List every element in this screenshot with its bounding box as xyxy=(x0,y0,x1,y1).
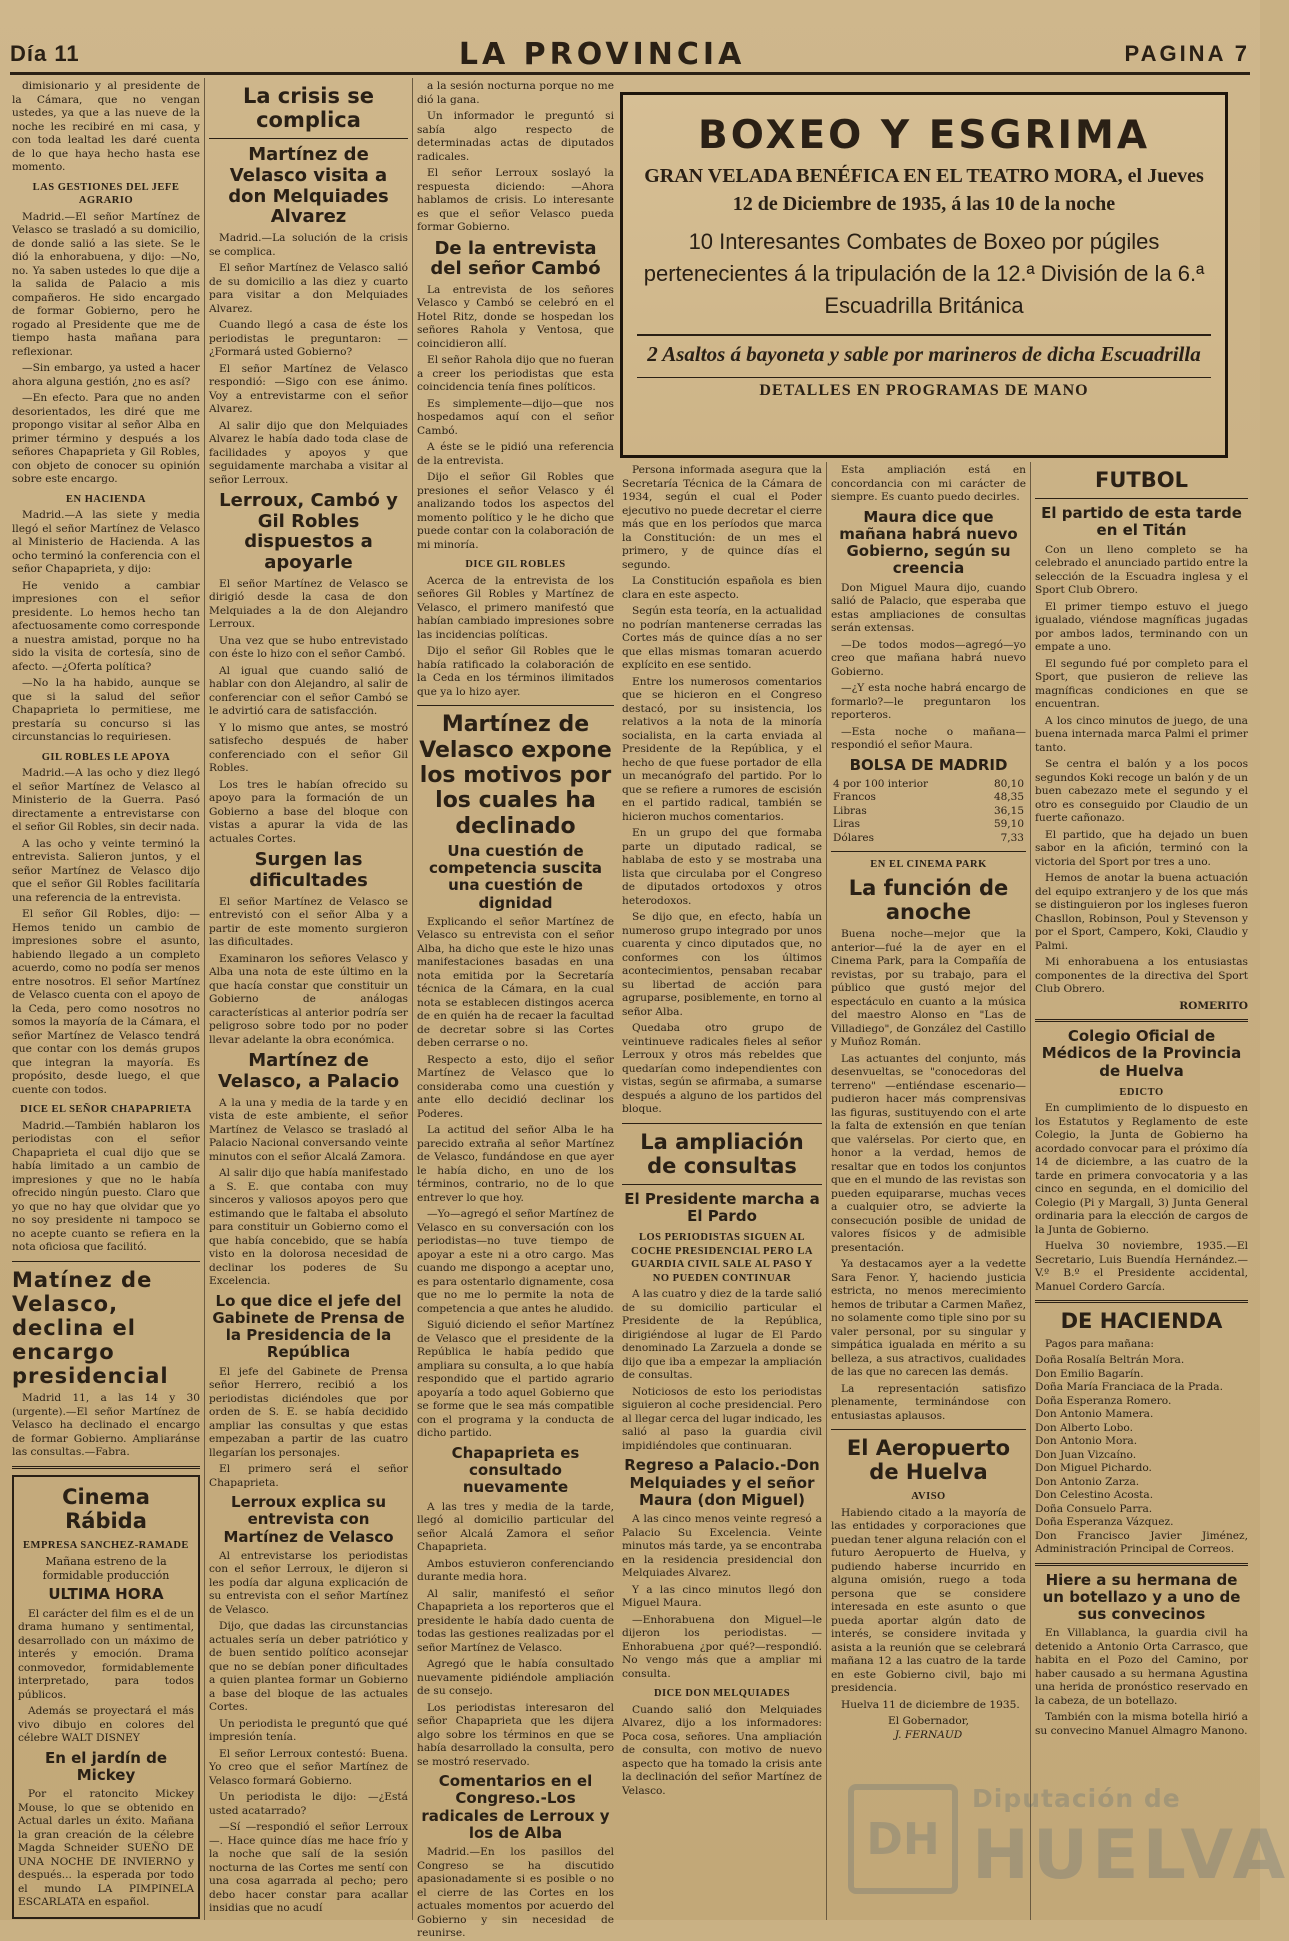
article-text: Las actuantes del conjunto, más desenvueltas, se "conocedoras del terreno" —entiéndase escenario— pudieron hacer más comprensivas las figuras, sustituyendo con el arte la falta de extensión en que tenían que valérselas. Por cierto que, en honor a la verdad, hemos de resaltar que en todos los conjuntos que en el mundo de las revistas son pueden equipararse, muchas veces a cualquier otro, se advierte la consecución posible de unidad de valores físicos y de admisible presentación. xyxy=(831,1052,1026,1254)
article-text: El segundo fué por completo para el Sport, que pusieron de relieve las magníficas condiciones en que se encuentran. xyxy=(1035,657,1248,711)
article-text: —Esta noche o mañana—respondió el señor Maura. xyxy=(831,725,1026,751)
headline: Colegio Oficial de Médicos de la Provincia de Huelva xyxy=(1041,1027,1242,1080)
article-text: En cumplimiento de lo dispuesto en los Estatutos y Reglamento de este Colegio, la Junta de Gobierno ha acordado convocar para el próximo día 14 de diciembre, a las cuatro de la tarde en primera convocatoria y a las cinco en segunda, en el domicilio del Colegio (Pi y Margall, 3) Junta General ordinaria para la elección de cargos de la Junta de Gobierno. xyxy=(1035,1102,1248,1236)
article-text: El primero será el señor Chapaprieta. xyxy=(209,1463,408,1489)
list-item: Don Antonio Mora. xyxy=(1035,1435,1138,1448)
article-text: Dijo el señor Gil Robles que le había ratificado la colaboración de la Ceda en los términos ilimitados que ya lo hizo ayer. xyxy=(417,645,614,698)
divider xyxy=(1035,1300,1248,1303)
headline: La ampliación de consultas xyxy=(640,1129,804,1178)
article-text: Cuando salió don Melquiades Alvarez, dijo a los informadores: Poca cosa, señores. Una ampliación de consulta, con motivo de nuevo aspecto que ha tomado la crisis ante la declinación del señor Martínez de Velasco. xyxy=(622,1703,822,1797)
article-text: Pagos para mañana: xyxy=(1045,1337,1154,1350)
bolsa-table xyxy=(831,778,1026,846)
divider xyxy=(1035,498,1248,499)
article-text: Explicando el señor Martínez de Velasco su entrevista con el señor Alba, ha dicho que este le hizo unas manifestaciones basadas en una nota emitida por la Secretaría técnica de la Cámara, en la cual nota se establecen distingos acerca de en quién ha de recaer la facultad de decretar sobre si las Cortes deben cerrarse o no. xyxy=(417,915,614,1050)
article-text: El señor Martínez de Velasco respondió: —Sigo con ese ánimo. Voy a entrevistarme con el señor Alvarez. xyxy=(209,362,408,416)
divider xyxy=(209,138,408,139)
article-text: —¿Y esta noche habrá encargo de formarlo?—le preguntaron los reporteros. xyxy=(831,682,1026,721)
article-text: A las ocho y veinte terminó la entrevista. Salieron juntos, y el señor Martínez de Velasco dijo que el señor Gil Robles facilitaría una referencia de la entrevista. xyxy=(12,837,200,904)
article-text: Madrid.—La solución de la crisis se complica. xyxy=(209,232,408,258)
article-text: Un informador le preguntó si sabía algo respecto de determinadas actas de diputados radicales. xyxy=(417,110,614,163)
article-text: El señor Lerroux soslayó la respuesta diciendo: —Ahora hablamos de crisis. Lo interesante es que el señor Velasco pueda formar Gobierno. xyxy=(417,167,614,233)
payments-list xyxy=(1035,1354,1248,1557)
article-text: La actitud del señor Alba le ha parecido extraña al señor Martínez de Velasco, fundándose en que ayer le había dicho, en uno de los términos, contrario, no de lo que entrever lo que hoy. xyxy=(417,1124,614,1204)
article-text: Entre los numerosos comentarios que se hicieron en el Congreso destacó, por su insistencia, los relativos a la nota de la minoría socialista, en la carta enviada al Presidente de la República, y el hecho de que fuese portador de ella un mecanógrafo del partido. Por lo que se refiere a rumores de escisión en el partido radical, también se hicieron muchos comentarios. xyxy=(622,675,822,823)
divider xyxy=(1035,1019,1248,1022)
signature-title: El Gobernador, xyxy=(887,1715,969,1728)
article-text: La entrevista de los señores Velasco y Cambó se celebró en el Hotel Ritz, donde se hospedan los señores Rahola y Ventosa, que coincidieron allí. xyxy=(417,283,614,350)
ad-company: EMPRESA SANCHEZ-RAMADE xyxy=(23,1539,189,1551)
list-item: Doña Esperanza Romero. xyxy=(1035,1394,1172,1407)
headline: Martínez de Velasco expone los motivos por los cuales ha declinado xyxy=(419,712,612,839)
article-text: Dijo el señor Gil Robles que presiones el señor Velasco y él analizando todos los aspectos del momento político y le he dicho que puede contar con la colaboración de mi minoría. xyxy=(417,471,614,551)
boxeo-esgrima-ad xyxy=(620,92,1228,458)
list-item: Don Alberto Lobo. xyxy=(1035,1421,1133,1434)
list-item: Doña Esperanza Vázquez. xyxy=(1035,1516,1174,1529)
column-2 xyxy=(204,78,412,1920)
article-text: A las cinco menos veinte regresó a Palacio Su Excelencia. Veinte minutos más tarde, ya se encontraba en la residencia presidencial don Melquiades Alvarez. xyxy=(622,1513,822,1580)
bolsa-label: Francos xyxy=(833,791,876,804)
article-text: Don Miguel Maura dijo, cuando salió de Palacio, que esperaba que estas ampliaciones de consultas serán extensas. xyxy=(831,581,1026,634)
section-subheading: EDICTO xyxy=(1119,1086,1164,1098)
section-subheading: LAS GESTIONES DEL JEFE AGRARIO xyxy=(32,181,180,206)
column-4 xyxy=(618,462,826,1920)
section-title: FUTBOL xyxy=(1095,468,1188,492)
article-text: La Constitución española es bien clara en este aspecto. xyxy=(622,575,822,601)
article-text: Siguió diciendo el señor Martínez de Velasco que el presidente de la República le había pedido que ampliara su consulta, a lo que había respondido que el partido agrario apoyaría a todo aquel Gobierno que se forme que le sea más compatible con el programa y la conducta de dicho partido. xyxy=(417,1319,614,1440)
bolsa-value: 48,35 xyxy=(993,791,1024,804)
article-text: —En efecto. Para que no anden desorientados, les diré que me propongo visitar al señor Alba en primer término y después a los señores Chapaprieta y Gil Robles, con objeto de conocer su opinión sobre este encargo. xyxy=(12,392,200,485)
headline: Matínez de Velasco, declina el encargo presidencial xyxy=(12,1267,169,1389)
headline: Surgen las dificultades xyxy=(249,849,368,891)
headline: DE HACIENDA xyxy=(1060,1309,1223,1334)
headline: Hiere a su hermana de un botellazo y a uno de sus convecinos xyxy=(1042,1570,1241,1624)
article-text: Al entrevistarse los periodistas con el señor Lerroux, le dijeron si les podía dar alguna explicación de su entrevista con el señor Martínez de Velasco. xyxy=(209,1549,408,1616)
bolsa-label: Liras xyxy=(833,818,860,831)
headline: Chapaprieta es consultado nuevamente xyxy=(451,1443,580,1497)
article-text: El señor Martínez de Velasco se entrevistó con el señor Alba y a partir de este momento surgieron las dificultades. xyxy=(209,895,408,949)
watermark-line-2: HUELVA xyxy=(972,1816,1289,1895)
divider xyxy=(831,851,1026,852)
list-item: Don Antonio Mamera. xyxy=(1035,1408,1154,1421)
headline: Comentarios en el Congreso.-Los radicales de Lerroux y los de Alba xyxy=(421,1772,610,1842)
ad-event-details: GRAN VELADA BENÉFICA EN EL TEATRO MORA, el Jueves 12 de Diciembre de 1935, á las 10 de la noche xyxy=(644,165,1204,215)
article-text: El partido, que ha dejado un buen sabor en la afición, terminó con la victoria del Sport por tres a uno. xyxy=(1035,828,1248,868)
article-text: Y lo mismo que antes, se mostró satisfecho después de haber conferenciado con el señor Gil Robles. xyxy=(209,721,408,775)
article-text: Madrid.—A las siete y media llegó el señor Martínez de Velasco al Ministerio de Hacienda. A las ocho terminó la conferencia con el señor Chapaprieta, y dijo: xyxy=(12,509,200,575)
article-text: Cuando llegó a casa de éste los periodistas le preguntaron: —¿Formará usted Gobierno? xyxy=(209,319,408,359)
bolsa-title: BOLSA DE MADRID xyxy=(849,755,1008,774)
list-item: Doña María Franciaca de la Prada. xyxy=(1035,1381,1223,1394)
ad-footer: DETALLES EN PROGRAMAS DE MANO xyxy=(637,377,1211,400)
ad-text: El carácter del film es el de un drama humano y sentimental, desarrollado con un máximo de interés y emoción. Drama conmovedor, formidablemente interpretado, para todos públicos. xyxy=(18,1607,194,1701)
diputacion-huelva-watermark xyxy=(848,1772,1289,1902)
article-text: Madrid.—El señor Martínez de Velasco se trasladó a su domicilio, de donde salió a las siete. Se le dió la enhorabuena, y dijo: —No, no. Ya saben ustedes lo que dije a la salida de Palacio a mis compañeros. He sido encargado de formar Gobierno, pero he rogado al Presidente que me de tiempo hasta mañana para reflexionar. xyxy=(12,210,200,358)
article-text: Al salir dijo que había manifestado a S. E. que contaba con muy sinceros y valiosos apoyos pero que estimando que le faltaba el absoluto para constituir un Gobierno como el que había concebido, que se había visto en la dolorosa necesidad de declinar los poderes de Su Excelencia. xyxy=(209,1167,408,1288)
divider xyxy=(622,1123,822,1124)
article-text: Los tres le habían ofrecido su apoyo para la formación de un Gobierno a base del bloque con vistas a apurar la vida de las actuales Cortes. xyxy=(209,778,408,845)
article-text: Una vez que se hubo entrevistado con éste lo hizo con el señor Cambó. xyxy=(209,634,408,661)
ad-asaltos: 2 Asaltos á bayoneta y sable por marineros de dicha Escuadrilla xyxy=(637,334,1211,367)
article-text: A los cinco minutos de juego, de una buena internada marca Palmi el primer tanto. xyxy=(1035,714,1248,754)
list-item: Don Emilio Bagarín. xyxy=(1035,1367,1144,1380)
section-subheading: AVISO xyxy=(911,1491,946,1503)
bolsa-value: 59,10 xyxy=(993,818,1024,831)
bolsa-value: 7,33 xyxy=(1000,831,1024,844)
article-text: Huelva 30 noviembre, 1935.—El Secretario, Luis Buendía Hernández.—V.º B.º el Presidente accidental, Manuel Cordero García. xyxy=(1035,1240,1248,1293)
article-text: Madrid.—También hablaron los periodistas con el señor Chapaprieta el cual dijo que se había limitado a un cambio de impresiones y que no le había ofrecido ningún puesto. Claro que yo que no hay que olvidar que yo no soy presidente ni tampoco se no acepte cuanto se refiera en la nota oficiosa que facilitó. xyxy=(12,1119,200,1253)
signature: ROMERITO xyxy=(1179,999,1248,1012)
article-text: Al salir dijo que don Melquiades Alvarez le había dado toda clase de facilidades y apoyos y que seguidamente marchaba a visitar al señor Lerroux. xyxy=(209,419,408,486)
article-text: A las cuatro y diez de la tarde salió de su domicilio particular el Presidente de la República, dirigiéndose al lugar de El Pardo denominado La Zarzuela a donde se dijo que iba a empezar la ampliación de consultas. xyxy=(622,1288,822,1382)
headline: La función de anoche xyxy=(848,875,1009,924)
list-item: Don Juan Vizcaíno. xyxy=(1035,1448,1137,1461)
ad-film-title: ULTIMA HORA xyxy=(48,1585,164,1604)
article-text: También con la misma botella hirió a su convecino Manuel Almagro Manono. xyxy=(1035,1711,1248,1737)
ad-title: Cinema Rábida xyxy=(62,1484,150,1533)
article-text: Agregó que le había consultado nuevamente pidiéndole ampliación de su consejo. xyxy=(417,1658,614,1698)
article-text: —Sí —respondió el señor Lerroux—. Hace quince días me hace frío y la noche que salí de la sesión nocturna de las Cortes me sentí con una cosa agarrada al pecho; pero debo hacer constar para acallar insidias que no acudí xyxy=(209,1821,408,1915)
article-text: Huelva 11 de diciembre de 1935. xyxy=(841,1698,1020,1711)
list-item: Don Celestino Acosta. xyxy=(1035,1489,1154,1502)
watermark-line-1: Diputación de xyxy=(972,1784,1181,1813)
article-text: Persona informada asegura que la Secretaría Técnica de la Cámara de 1934, según el cual el Poder ejecutivo no puede decretar el cierre más que en los períodos que marca la Constitución: de un mes el primero, y de quince días el segundo. xyxy=(622,464,822,571)
article-text: En un grupo del que formaba parte un diputado radical, se hablaba de esto y se mostraba una lista que circulaba por el Congreso de diputados ortodoxos y otros heterodoxos. xyxy=(622,827,822,907)
headline: La crisis se complica xyxy=(242,84,375,133)
article-text: a la sesión nocturna porque no me dió la gana. xyxy=(417,80,614,106)
bolsa-de-madrid xyxy=(831,757,1026,846)
article-text: Hemos de anotar la buena actuación del equipo extranjero y de los que más se distinguieron por los ingleses fueron Chasllon, Robinson, Poul y Stevenson y por el Sport, Campero, Koki, Claudio y Palmi. xyxy=(1035,872,1248,952)
divider xyxy=(1035,1563,1248,1566)
article-text: Con un lleno completo se ha celebrado el anunciado partido entre la selección de la Escuadra inglesa y el Sport Club Obrero. xyxy=(1035,543,1248,597)
article-text: Ya destacamos ayer a la vedette Sara Fenor. Y, haciendo justicia estricta, no menos merecimiento hemos de tributar a Carmen Mañez, no solamente como tiple sino por su valer personal, por su singular y simpática igualada en mérito a su belleza, a sus atractivos, cualidades de las que no carecen las demás. xyxy=(831,1258,1026,1379)
ad-description: 10 Interesantes Combates de Boxeo por púgiles pertenecientes á la tripulación de la 12.ª División de la 6.ª Escuadrilla Británica xyxy=(643,229,1205,318)
article-text: El primer tiempo estuvo el juego igualado, viéndose magníficas jugadas por ambos lados, terminando con un empate a uno. xyxy=(1035,600,1248,654)
article-text: Mi enhorabuena a los entusiastas componentes de la directiva del Sport Club Obrero. xyxy=(1035,956,1248,996)
article-text: —Sin embargo, ya usted a hacer ahora alguna gestión, ¿no es así? xyxy=(12,362,200,388)
headline: Lerroux, Cambó y Gil Robles dispuestos a apoyarle xyxy=(219,490,398,574)
headline: Lo que dice el jefe del Gabinete de Prensa de la Presidencia de la República xyxy=(212,1291,405,1362)
article-text: He venido a cambiar impresiones con el señor presidente. Lo hemos hecho tan afectuosamente como corresponde a nuestra amistad, porque no ha sido la visita de cortesía, sino de afecto. —¿Oferta política? xyxy=(12,579,200,673)
watermark-logo-icon: DH xyxy=(848,1784,958,1894)
article-text: El señor Rahola dijo que no fueran a creer los periodistas que esta coincidencia tenía fines políticos. xyxy=(417,354,614,394)
list-item: Doña Rosalía Beltrán Mora. xyxy=(1035,1354,1185,1367)
article-text: Se centra el balón y a los pocos segundos Koki recoge un balón y de un buen cabezazo mete el segundo y el otro es conseguido por Claudio de un fuerte cañonazo. xyxy=(1035,758,1248,825)
article-text: El jefe del Gabinete de Prensa señor Herrero, recibió a los periodistas diciéndoles que por orden de S. E. se había decidido ampliar las consultas y que estas empezaban a partir de las cuatro llegarían los personajes. xyxy=(209,1365,408,1459)
article-text: Es simplemente—dijo—que nos hospedamos aquí con el señor Cambó. xyxy=(417,397,614,437)
column-3 xyxy=(412,78,618,1940)
column-6 xyxy=(1030,462,1252,1920)
article-text: —Enhorabuena don Miguel—le dijeron los periodistas. —Enhorabuena ¿por qué?—respondió. No vengo más que a ampliar mi consulta. xyxy=(622,1613,822,1680)
article-text: El señor Lerroux contestó: Buena. Yo creo que el señor Martínez de Velasco formará Gobierno. xyxy=(209,1747,408,1787)
column-5 xyxy=(826,462,1030,1920)
article-text: El señor Martínez de Velasco se dirigió desde la casa de don Melquiades a la de don Alejandro Lerroux. xyxy=(209,577,408,631)
section-subheading: DICE DON MELQUIADES xyxy=(653,1688,791,1700)
bolsa-label: 4 por 100 interior xyxy=(833,777,929,790)
column-1 xyxy=(8,78,204,1920)
bolsa-label: Dólares xyxy=(833,831,874,844)
cinema-rabida-ad xyxy=(12,1475,200,1919)
article-text: Acerca de la entrevista de los señores Gil Robles y Martínez de Velasco, el primero manifestó que habían cambiado impresiones sobre las incidencias políticas. xyxy=(417,574,614,641)
divider xyxy=(831,1429,1026,1430)
ad-title: BOXEO Y ESGRIMA xyxy=(697,113,1151,158)
section-subheading: EN EL CINEMA PARK xyxy=(870,859,987,871)
article-text: Esta ampliación está en concordancia con mi carácter de siempre. Es cuanto puedo decirles. xyxy=(831,464,1026,503)
signature-name: J. FERNAUD xyxy=(894,1728,963,1741)
section-subheading: EN HACIENDA xyxy=(66,493,146,505)
bolsa-value: 80,10 xyxy=(993,777,1024,790)
article-text: Noticiosos de esto los periodistas siguieron al coche presidencial. Pero al llegar cerca del lugar indicado, les salió al paso la guardia civil impidiéndoles que continuaran. xyxy=(622,1385,822,1452)
article-text: A las tres y media de la tarde, llegó al domicilio particular del señor Alcalá Zamora el señor Chapaprieta. xyxy=(417,1500,614,1554)
headline: De la entrevista del señor Cambó xyxy=(430,237,601,280)
article-text: Madrid.—En los pasillos del Congreso se ha discutido apasionadamente si es posible o no el cierre de las Cortes en los actuales momentos por acuerdo del Gobierno y sin necesidad de reunirse. xyxy=(417,1846,614,1940)
table-row xyxy=(831,805,1026,819)
section-subheading: DICE GIL ROBLES xyxy=(465,559,566,571)
article-text: Al igual que cuando salió de hablar con don Alejandro, al salir de conferenciar con el señor Cambó se le advirtió cara de satisfacción. xyxy=(209,664,408,718)
masthead xyxy=(10,36,1250,75)
article-text: Se dijo que, en efecto, había un numeroso grupo integrado por unos cuarenta y cinco diputados que, no conformes con los últimos acontecimientos, pensaban recabar su libertad de acción para agruparse, posiblemente, en torno al señor Alba. xyxy=(622,911,822,1018)
article-text: Los periodistas interesaron del señor Chapaprieta que les dijera algo sobre los términos en que se había desarrollado la consulta, pero se mostró reservado. xyxy=(417,1701,614,1768)
headline: Martínez de Velasco, a Palacio xyxy=(217,1050,400,1092)
article-text: Respecto a esto, dijo el señor Martínez de Velasco que lo consideraba como una cuestión y ante ello decidió declinar los Poderes. xyxy=(417,1053,614,1120)
ad-premiere: Mañana estreno de la formidable producción xyxy=(42,1555,170,1582)
headline: El partido de esta tarde en el Titán xyxy=(1041,504,1242,540)
section-subheading: GIL ROBLES LE APOYA xyxy=(41,751,171,763)
divider xyxy=(12,1466,200,1469)
divider xyxy=(12,1261,200,1262)
article-text: Un periodista le preguntó que qué impresión tenía. xyxy=(209,1717,408,1744)
divider xyxy=(622,1184,822,1185)
article-text: Ambos estuvieron conferenciando durante media hora. xyxy=(417,1557,614,1584)
list-item: Don Antonio Zarza. xyxy=(1035,1475,1140,1488)
article-text: dimisionario y al presidente de la Cámara, que no vengan ustedes, ya que a las nueve de la noche les recibiré en mi casa, y con toda lealtad les daré cuenta de lo que haya hecho hasta ese momento. xyxy=(12,80,200,173)
section-subheading: DICE EL SEÑOR CHAPAPRIETA xyxy=(20,1104,192,1115)
article-text: Examinaron los señores Velasco y Alba una nota de este último en la que hacía constar que constituir un Gobierno de análogas características al anterior podría ser peligroso sobre todo por no poder llevar adelante la obra económica. xyxy=(209,952,408,1046)
bolsa-label: Libras xyxy=(833,804,867,817)
article-text: Al salir, manifestó el señor Chapaprieta a los reporteros que el presidente le había dado cuenta de todas las gestiones realizadas por el señor Martínez de Velasco. xyxy=(417,1587,614,1654)
article-text: Madrid.—A las ocho y diez llegó el señor Martínez de Velasco al Ministerio de la Guerra. Pasó directamente a entrevistarse con el señor Gil Robles, sin decir nada. xyxy=(12,767,200,833)
article-text: —De todos modos—agregó—yo creo que mañana habrá nuevo Gobierno. xyxy=(831,638,1026,678)
masthead-day: Día 11 xyxy=(10,41,80,66)
list-item: Don Miguel Pichardo. xyxy=(1035,1462,1152,1475)
article-text: La representación satisfizo plenamente, terminándose con entusiastas aplausos. xyxy=(831,1382,1026,1422)
divider xyxy=(417,705,614,706)
article-text: Buena noche—mejor que la anterior—fué la de ayer en el Cinema Park, para la Compañía de revistas, por su trabajo, para el público que gustó mejor del espectáculo en cuanto a la música del maestro Alonso en "Las de Villadiego", de González del Castillo y Muñoz Román. xyxy=(831,928,1026,1049)
article-text: —No la ha habido, aunque se que si la salud del señor Chapaprieta lo permitiese, me prestaría su concurso si las circunstancias lo requiriesen. xyxy=(12,677,200,743)
article-text: El señor Martínez de Velasco salió de su domicilio a las diez y cuarto para visitar a don Melquiades Alvarez. xyxy=(209,262,408,315)
article-text: Según esta teoría, en la actualidad no podrían mantenerse cerradas las Cortes más de quince días a no ser que ellas mismas tomaran acuerdo explícito en ese sentido. xyxy=(622,605,822,671)
masthead-page: PAGINA 7 xyxy=(1124,41,1250,66)
headline: Una cuestión de competencia suscita una cuestión de dignidad xyxy=(429,841,602,912)
article-text: Madrid 11, a las 14 y 30 (urgente).—El señor Martínez de Velasco ha declinado el encargo de formar Gobierno. Ampliaránse las consultas.—Fabra. xyxy=(12,1392,200,1459)
article-text: Habiendo citado a la mayoría de las entidades y corporaciones que puedan tener alguna relación con el futuro Aeropuerto de Huelva, y pudiendo haberse incurrido en alguna omisión, ruego a toda persona que se considere interesada en este asunto o que pueda aportar algún dato de interés, se considere invitada y asista a la reunión que se celebrará mañana 12 a las cuatro de la tarde en este Gobierno civil, bajo mi presidencia. xyxy=(831,1506,1026,1695)
article-text: Quedaba otro grupo de veintinueve radicales fieles al señor Lerroux y otros más rebeldes que quedarían como independientes con vistas, según se afirmaba, a sumarse después a alguno de los partidos del bloque. xyxy=(622,1022,822,1115)
article-text: A la una y media de la tarde y en vista de este ambiente, el señor Martínez de Velasco se trasladó al Palacio Nacional conversando veinte minutos con el señor Alcalá Zamora. xyxy=(209,1096,408,1163)
table-row xyxy=(831,778,1026,792)
article-text: En Villablanca, la guardia civil ha detenido a Antonio Orta Carrasco, que habita en el Pozo del Camino, por haber causado a su hermana Agustina una herida de pronóstico reservado en la cabeza, de un botellazo. xyxy=(1035,1627,1248,1707)
table-row xyxy=(831,791,1026,805)
headline: El Aeropuerto de Huelva xyxy=(846,1436,1011,1485)
section-subheading: LOS PERIODISTAS SIGUEN AL COCHE PRESIDENCIAL PERO LA GUARDIA CIVIL SALE AL PASO Y NO PUEDEN CONTINUAR xyxy=(631,1232,813,1284)
ad-text: Además se proyectará el más vivo dibujo en colores del célebre WALT DISNEY xyxy=(18,1705,194,1745)
headline: Lerroux explica su entrevista con Martínez de Velasco xyxy=(223,1493,394,1546)
headline: El Presidente marcha a El Pardo xyxy=(624,1189,820,1226)
masthead-title: LA PROVINCIA xyxy=(458,36,746,72)
article-text: Y a las cinco minutos llegó don Miguel Maura. xyxy=(622,1583,822,1610)
article-text: —Yo—agregó el señor Martínez de Velasco en su conversación con los periodistas—no tuve tiempo de apoyar a este ni a otro cargo. Mas cuando me dispongo a aceptar uno, es para ostentarlo dignamente, cosa que no me lo permite la nota de competencia a que antes he aludido. xyxy=(417,1208,614,1315)
article-text: El señor Gil Robles, dijo: —Hemos tenido un cambio de impresiones sobre el asunto, habiendo llegado a un completo acuerdo, como no podía ser menos entre nosotros. El señor Martínez de Velasco cuenta con el apoyo de la Ceda, pero como nosotros no somos la mayoría de la Cámara, el señor Martínez de Velasco tendrá que contar con los demás grupos que integran la mayoría. Es propósito, desde luego, el que cuente con todos. xyxy=(12,908,200,1096)
table-row xyxy=(831,832,1026,846)
ad-text: Por el ratoncito Mickey Mouse, lo que se obtenido en Actual darles un éxito. Mañana la gran creación de la célebre Magda Schneider SUEÑO DE UNA NOCHE DE INVIERNO y después... la esperada por todo el mundo LA PIMPINELA ESCARLATA en español. xyxy=(18,1788,194,1909)
headline: Martínez de Velasco visita a don Melquiades Alvarez xyxy=(228,144,389,228)
table-row xyxy=(831,818,1026,832)
article-text: Un periodista le dijo: —¿Está usted acatarrado? xyxy=(209,1791,408,1817)
ad-cartoon-title: En el jardín de Mickey xyxy=(44,1748,168,1784)
headline: Maura dice que mañana habrá nuevo Gobierno, según su creencia xyxy=(839,507,1018,578)
list-item: Don Francisco Javier Jiménez, Administración Principal de Correos. xyxy=(1035,1529,1248,1556)
bolsa-value: 36,15 xyxy=(993,804,1024,817)
article-text: Dijo, que dadas las circunstancias actuales sería un deber patriótico y de buen sentido político aconsejar que no se debían poner dificultades a quien plantea formar un Gobierno a base del bloque de las actuales Cortes. xyxy=(209,1620,408,1714)
headline: Regreso a Palacio.-Don Melquiades y el señor Maura (don Miguel) xyxy=(624,1456,820,1509)
list-item: Doña Consuelo Parra. xyxy=(1035,1502,1153,1515)
article-text: A éste se le pidió una referencia de la entrevista. xyxy=(417,441,614,467)
